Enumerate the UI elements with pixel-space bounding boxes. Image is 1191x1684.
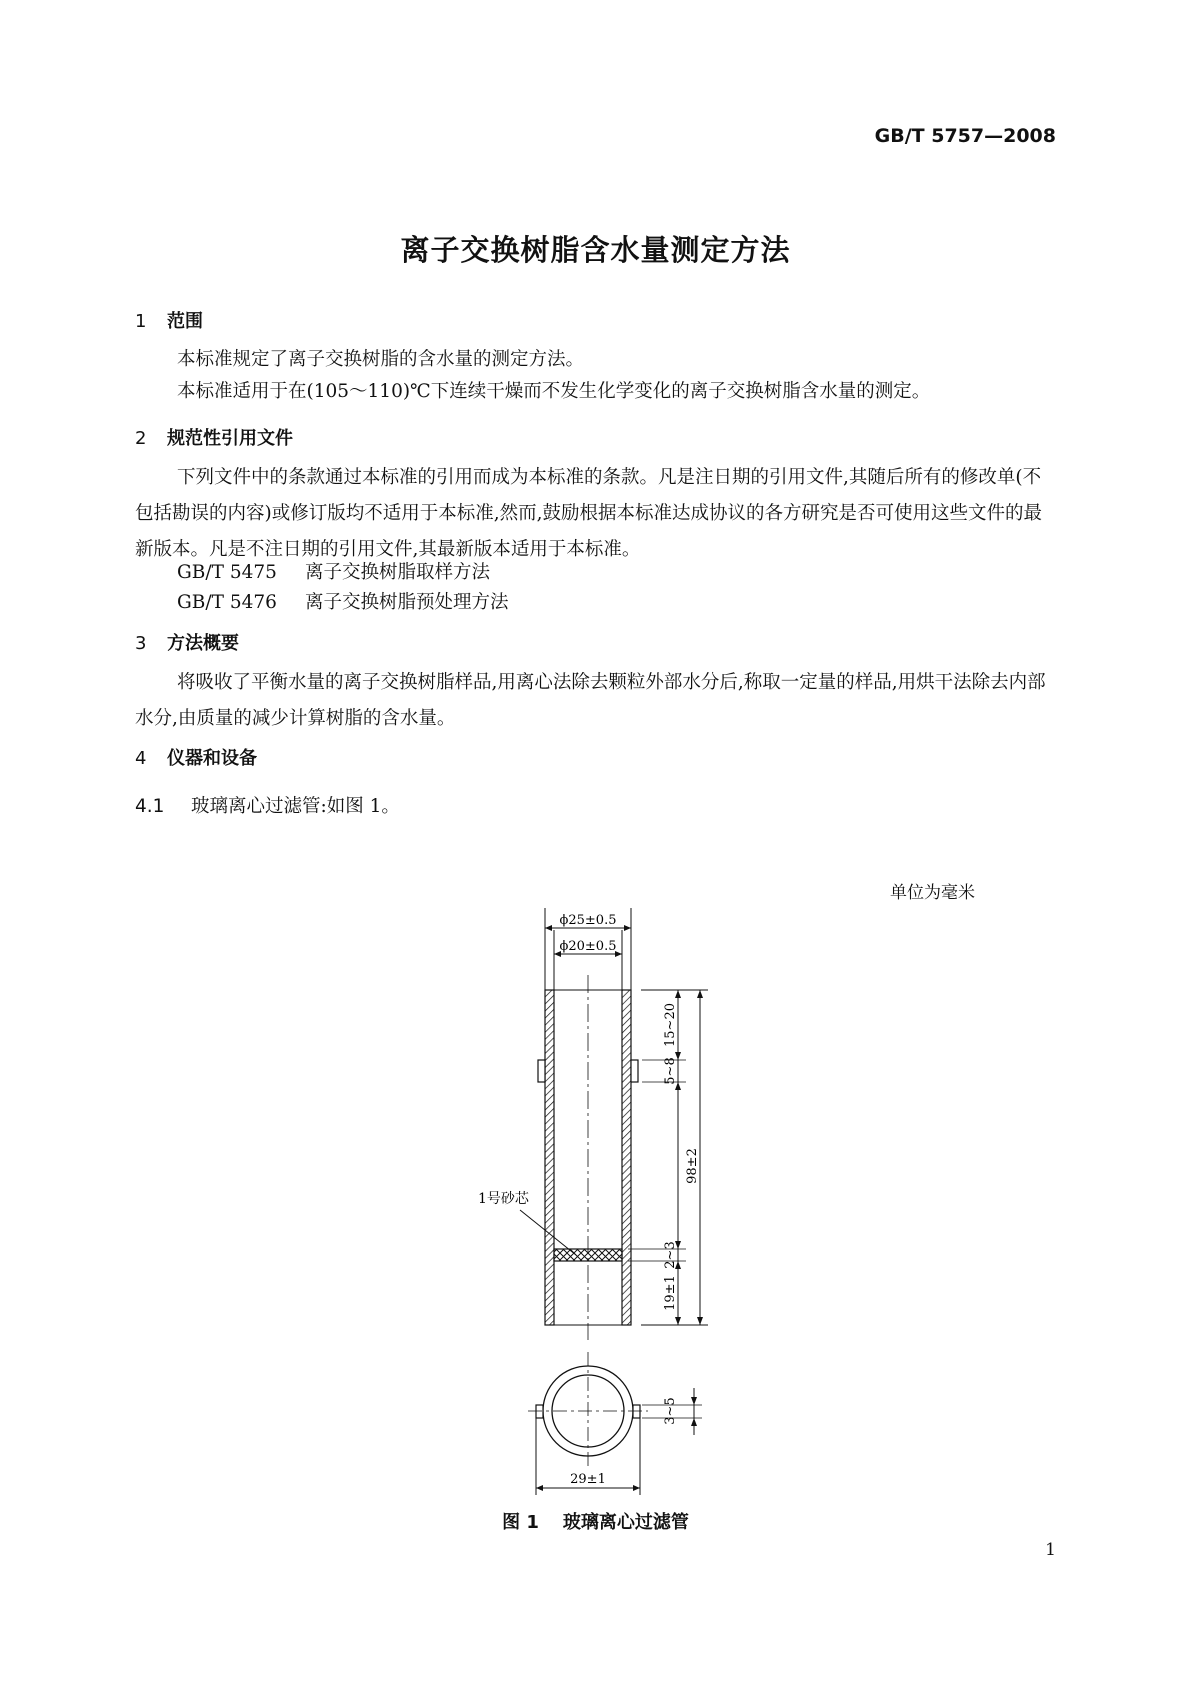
total-length-label: 98±2 bbox=[685, 1148, 700, 1184]
reference-title: 离子交换树脂预处理方法 bbox=[305, 592, 509, 613]
frit-label: 1号砂芯 bbox=[478, 1191, 529, 1207]
page-number: 1 bbox=[1045, 1540, 1056, 1560]
section-title: 仪器和设备 bbox=[167, 748, 257, 769]
subsection-number: 4.1 bbox=[135, 796, 165, 817]
standard-number: GB/T 5757—2008 bbox=[874, 125, 1056, 147]
reference-code: GB/T 5476 bbox=[177, 592, 277, 613]
outer-diameter-label: ϕ25±0.5 bbox=[559, 913, 617, 928]
overall-width-label: 29±1 bbox=[570, 1472, 606, 1487]
section-3-paragraph: 将吸收了平衡水量的离子交换树脂样品,用离心法除去颗粒外部水分后,称取一定量的样品,用烘干法除去内部水分,由质量的减少计算树脂的含水量。 bbox=[135, 672, 1046, 729]
lug-height-label: 5~8 bbox=[663, 1057, 678, 1085]
section-title: 方法概要 bbox=[167, 633, 239, 654]
top-segment-label: 15~20 bbox=[663, 1003, 678, 1047]
section-number: 2 bbox=[135, 428, 147, 449]
section-number: 3 bbox=[135, 633, 147, 654]
section-1-paragraph-2: 本标准适用于在(105～110)℃下连续干燥而不发生化学变化的离子交换树脂含水量的测定。 bbox=[177, 381, 931, 402]
section-title: 范围 bbox=[167, 311, 203, 332]
unit-note: 单位为毫米 bbox=[890, 883, 975, 903]
figure-caption bbox=[0, 1508, 1191, 1534]
lug-protrusion-dimension bbox=[642, 1388, 702, 1435]
document-title: 离子交换树脂含水量测定方法 bbox=[400, 233, 791, 267]
figure-title: 玻璃离心过滤管 bbox=[562, 1512, 689, 1533]
inner-diameter-label: ϕ20±0.5 bbox=[559, 939, 617, 954]
right-dimensions bbox=[628, 990, 708, 1325]
section-title: 规范性引用文件 bbox=[167, 428, 293, 449]
bottom-segment-label: 19±1 bbox=[663, 1275, 678, 1311]
reference-title: 离子交换树脂取样方法 bbox=[305, 562, 491, 583]
subsection-text: 玻璃离心过滤管:如图 1。 bbox=[191, 796, 400, 817]
section-2-intro: 下列文件中的条款通过本标准的引用而成为本标准的条款。凡是注日期的引用文件,其随后所有的修改单(不包括勘误的内容)或修订版均不适用于本标准,然而,鼓励根据本标准达成协议的各方研究是否可使用这些文件的最新版本。凡是不注日期的引用文件,其最新版本适用于本标准。 bbox=[135, 467, 1042, 560]
section-1-paragraph-1: 本标准规定了离子交换树脂的含水量的测定方法。 bbox=[177, 349, 585, 370]
reference-code: GB/T 5475 bbox=[177, 562, 277, 583]
section-number: 4 bbox=[135, 748, 147, 769]
left-lug bbox=[538, 1060, 545, 1082]
frit-thickness-label: 2~3 bbox=[663, 1241, 678, 1269]
figure-number: 图 1 bbox=[502, 1512, 539, 1533]
tube-cross-section bbox=[528, 1352, 648, 1470]
lug-protrusion-label: 3~5 bbox=[663, 1397, 678, 1425]
section-number: 1 bbox=[135, 311, 147, 332]
right-lug bbox=[631, 1060, 638, 1082]
